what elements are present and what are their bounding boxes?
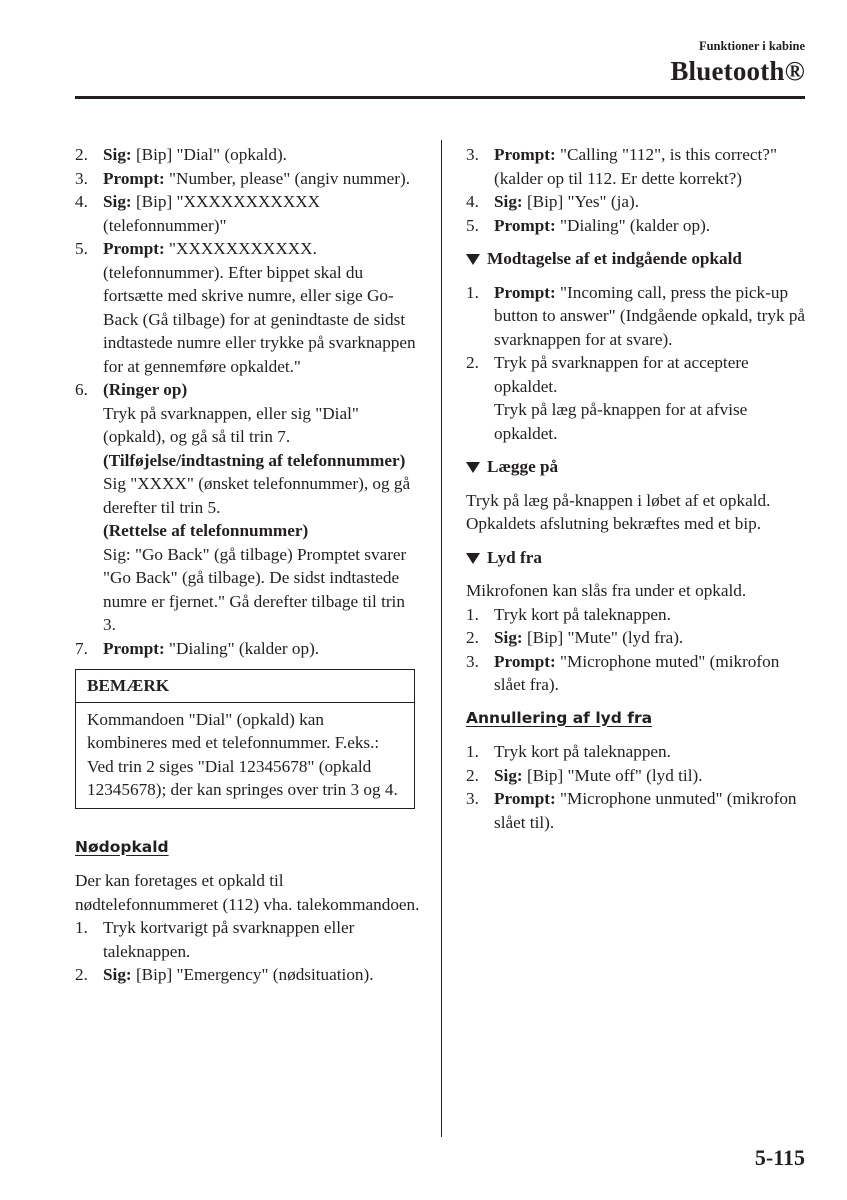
list-label: Sig: [494, 628, 523, 647]
mute-intro: Mikrofonen kan slås fra under et opkald. [466, 581, 747, 600]
step-text: Sig: "Go Back" (gå tilbage) Promptet svarer "Go Back" (gå tilbage). De sidst indtastede numre er fjernet." Gå derefter tilbage til trin 3. [103, 544, 407, 634]
list-number: 5. [466, 215, 479, 235]
list-item [466, 764, 811, 788]
triangle-bullet-icon [466, 254, 480, 265]
heading-text: Lyd fra [487, 547, 542, 567]
list-label: Sig: [103, 192, 132, 211]
list-text: [Bip] "XXXXXXXXXXX (telefonnummer)" [103, 192, 321, 235]
list-number: 4. [466, 192, 479, 211]
step-text: Tryk på svarknappen, eller sig "Dial" (opkald), og gå så til trin 7. [103, 403, 359, 446]
list-item [75, 237, 420, 378]
list-label: Sig: [103, 145, 132, 164]
list-item [466, 626, 811, 650]
list-item [75, 167, 420, 191]
header-rule [75, 96, 805, 99]
list-text: "Number, please" (angiv nummer). [164, 168, 411, 188]
list-text: "Microphone unmuted" (mikrofon slået til). [494, 789, 797, 832]
list-text: "Dialing" (kalder op). [164, 638, 320, 658]
list-label: Prompt: [494, 789, 556, 808]
list-text: Tryk på læg på-knappen for at afvise opkaldet. [494, 400, 748, 443]
list-number: 4. [75, 192, 88, 211]
list-label: Sig: [103, 965, 132, 984]
list-number: 2. [75, 145, 88, 164]
list-text: Tryk kort på taleknappen. [494, 604, 671, 624]
emergency-heading: Nødopkald [75, 837, 169, 856]
list-label: Prompt: [494, 215, 556, 235]
list-item [466, 787, 811, 834]
list-number: 1. [466, 282, 479, 302]
list-number: 7. [75, 638, 88, 658]
list-label: Prompt: [494, 282, 556, 302]
dial-steps-list [75, 143, 420, 378]
column-divider [441, 140, 442, 1137]
list-text: "Microphone muted" (mikrofon slået fra). [494, 651, 780, 694]
list-number: 2. [75, 965, 88, 984]
list-number: 3. [466, 651, 479, 671]
list-number: 2. [466, 353, 479, 372]
list-text: Tryk kortvarigt på svarknappen eller taleknappen. [103, 918, 355, 961]
list-item [75, 378, 420, 637]
left-column [75, 143, 420, 987]
list-text: Tryk kort på taleknappen. [494, 742, 671, 761]
list-text: Tryk på svarknappen for at acceptere opkaldet. [494, 353, 749, 396]
heading-text: Lægge på [487, 457, 559, 476]
step-subheading: (Ringer op) [103, 380, 188, 399]
list-label: Prompt: [103, 638, 165, 658]
heading-text: Modtagelse af et indgående opkald [487, 249, 742, 268]
list-item [466, 603, 811, 627]
note-title: BEMÆRK [76, 670, 414, 703]
header-section-name: Funktioner i kabine [698, 39, 805, 53]
list-text: [Bip] "Dial" (opkald). [131, 145, 287, 164]
list-number: 2. [466, 628, 479, 647]
list-item [75, 637, 420, 661]
list-item [75, 190, 420, 237]
list-text: "Calling "112", is this correct?" (kalder op til 112. Er dette korrekt?) [494, 145, 777, 188]
list-number: 1. [466, 742, 479, 761]
list-label: Sig: [494, 765, 523, 785]
list-number: 3. [466, 789, 479, 808]
triangle-bullet-icon [466, 462, 480, 473]
list-text: [Bip] "Mute" (lyd fra). [522, 628, 684, 647]
list-label: Prompt: [103, 239, 165, 258]
unmute-heading: Annullering af lyd fra [466, 708, 653, 727]
hang-up-heading [466, 455, 811, 479]
list-number: 1. [75, 918, 88, 937]
list-label: Prompt: [103, 168, 165, 188]
note-body: Kommandoen "Dial" (opkald) kan kombineres med et telefonnummer. F.eks.: Ved trin 2 siges "Dial 12345678" (opkald 12345678); der kan springes over trin 3 og 4. [87, 709, 398, 799]
list-number: 1. [466, 604, 479, 624]
mute-heading [466, 546, 811, 570]
step-subheading: (Rettelse af telefonnummer) [103, 521, 309, 540]
list-item [466, 281, 811, 352]
triangle-bullet-icon [466, 553, 480, 564]
list-item [466, 740, 811, 764]
list-text: [Bip] "Mute off" (lyd til). [522, 765, 703, 785]
hang-up-text: Tryk på læg på-knappen i løbet af et opkald. Opkaldets afslutning bekræftes med et bip. [466, 490, 771, 533]
list-label: Sig: [494, 192, 523, 211]
list-number: 5. [75, 239, 88, 258]
list-item [75, 916, 420, 963]
list-number: 3. [75, 168, 88, 188]
list-text: "Dialing" (kalder op). [555, 215, 711, 235]
list-number: 2. [466, 765, 479, 785]
list-item [466, 650, 811, 697]
list-item [466, 214, 811, 238]
note-box [75, 669, 415, 809]
list-item [466, 190, 811, 214]
emergency-steps-cont-list [466, 143, 811, 237]
list-text: [Bip] "Yes" (ja). [522, 192, 640, 211]
unmute-steps-list [466, 740, 811, 834]
emergency-steps-list [75, 916, 420, 987]
emergency-intro: Der kan foretages et opkald til nødtelefonnummeret (112) vha. talekommandoen. [75, 871, 420, 914]
list-number: 6. [75, 380, 88, 399]
incoming-call-heading [466, 247, 811, 271]
list-label: Prompt: [494, 145, 556, 164]
list-item [75, 963, 420, 987]
right-column [466, 143, 811, 834]
list-number: 3. [466, 145, 479, 164]
list-text: [Bip] "Emergency" (nødsituation). [131, 965, 374, 984]
list-item [466, 351, 811, 445]
page-number: 5-115 [754, 1145, 805, 1170]
list-text: "Incoming call, press the pick-up button to answer" (Indgående opkald, tryk på svarknappen for at svare). [494, 282, 806, 349]
page-title: Bluetooth® [670, 56, 805, 86]
list-label: Prompt: [494, 651, 556, 671]
step-text: Sig "XXXX" (ønsket telefonnummer), og gå derefter til trin 5. [103, 474, 411, 517]
step-subheading: (Tilføjelse/indtastning af telefonnummer) [103, 450, 406, 470]
list-text: "XXXXXXXXXXX. (telefonnummer). Efter bippet skal du fortsætte med skrive numre, eller sige Go-Back (Gå tilbage) for at genindtaste de sidst indtastede numre eller trykke på svarknappen for at gennemføre opkaldet." [103, 239, 416, 376]
mute-steps-list [466, 603, 811, 697]
list-item [466, 143, 811, 190]
list-item [75, 143, 420, 167]
